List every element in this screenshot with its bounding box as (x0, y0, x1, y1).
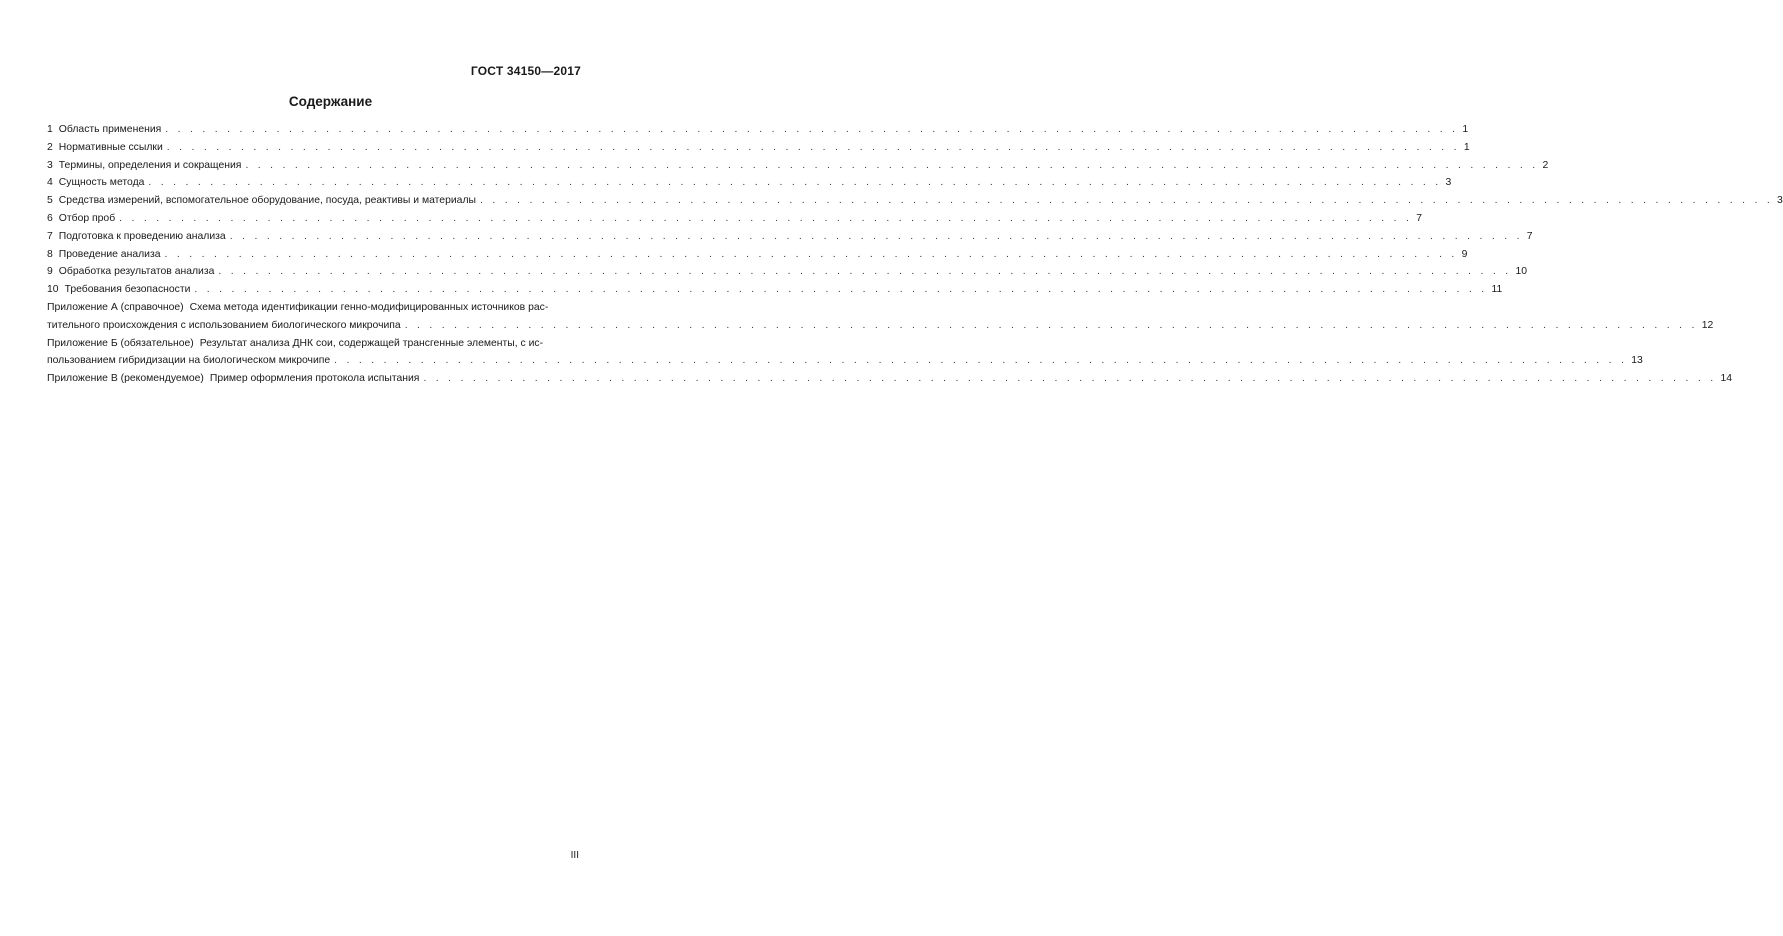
toc-entry-page: 1 (1462, 124, 1469, 135)
dot-leader: . . . . . . . . . . . . . . . . . . . . . . . . . . . . . . . . . . . . . . . . . . . . . . . . . . . . . . . . . . . . . . . . . . . . . . . . . . . . . . . . . . . . . . . . . . . . . . . . . . . . . . . . . (334, 355, 1628, 367)
toc-entry-page: 2 (1542, 159, 1549, 171)
toc-entry-page: 10 (1515, 266, 1528, 278)
appendix-title-line1: Схема метода идентификации генно-модифицированных источников рас- (189, 301, 549, 313)
toc-entry-number: 2 (47, 141, 53, 153)
toc-entry-title: Отбор проб (58, 212, 116, 224)
dot-leader: . . . . . . . . . . . . . . . . . . . . . . . . . . . . . . . . . . . . . . . . . . . . . . . . . . . . . . . . . . . . . . . . . . . . . . . . . . . . . . . . . . . . . . . . . . . . . . . . . . . . . . . . . (229, 230, 1523, 242)
dot-leader: . . . . . . . . . . . . . . . . . . . . . . . . . . . . . . . . . . . . . . . . . . . . . . . . . . . . . . . . . . . . . . . . . . . . . . . . . . . . . . . . . . . . . . . . . . . . . . . . . . . . . . . . . (165, 124, 1459, 135)
toc-entry[interactable] (47, 192, 1783, 210)
toc-appendix-entry[interactable] (47, 370, 1733, 388)
toc-entry-page: 7 (1526, 230, 1533, 242)
toc-appendix-entry[interactable] (47, 299, 1714, 335)
table-of-contents (47, 121, 1783, 388)
appendix-title-line1: Результат анализа ДНК сои, содержащей трансгенные элементы, с ис- (199, 337, 544, 349)
page-number: III (570, 850, 579, 861)
toc-entry-title: Подготовка к проведению анализа (58, 230, 226, 242)
toc-entry-title: Область применения (58, 124, 162, 135)
appendix-label: Приложение А (справочное) (47, 301, 184, 313)
dot-leader: . . . . . . . . . . . . . . . . . . . . . . . . . . . . . . . . . . . . . . . . . . . . . . . . . . . . . . . . . . . . . . . . . . . . . . . . . . . . . . . . . . . . . . . . . . . . . . . . . . . . . . . . . (119, 212, 1413, 224)
toc-entry-number: 7 (47, 230, 53, 242)
toc-entry[interactable] (47, 281, 1503, 299)
dot-leader: . . . . . . . . . . . . . . . . . . . . . . . . . . . . . . . . . . . . . . . . . . . . . . . . . . . . . . . . . . . . . . . . . . . . . . . . . . . . . . . . . . . . . . . . . . . . . . . . . . . . . . . . . (148, 177, 1442, 189)
appendix-label: Приложение Б (обязательное) (47, 337, 194, 349)
toc-entry-number: 3 (47, 159, 53, 171)
toc-entry-number: 6 (47, 212, 53, 224)
toc-entry[interactable] (47, 263, 1528, 281)
toc-entry[interactable] (47, 121, 1469, 139)
toc-entry-number: 9 (47, 266, 53, 278)
dot-leader: . . . . . . . . . . . . . . . . . . . . . . . . . . . . . . . . . . . . . . . . . . . . . . . . . . . . . . . . . . . . . . . . . . . . . . . . . . . . . . . . . . . . . . . . . . . . . . . . . . . . . . . . . (166, 141, 1460, 153)
toc-title: Содержание (288, 94, 373, 109)
toc-entry-title: Термины, определения и сокращения (58, 159, 242, 171)
appendix-title-line2: тительного происхождения с использованием биологического микрочипа (47, 319, 401, 331)
toc-entry-title: Средства измерений, вспомогательное оборудование, посуда, реактивы и материалы (58, 195, 476, 207)
dot-leader: . . . . . . . . . . . . . . . . . . . . . . . . . . . . . . . . . . . . . . . . . . . . . . . . . . . . . . . . . . . . . . . . . . . . . . . . . . . . . . . . . . . . . . . . . . . . . . . . . . . . . . . . . (423, 373, 1717, 385)
appendix-title-line1: Пример оформления протокола испытания (209, 373, 420, 385)
toc-entry-number: 8 (47, 248, 53, 260)
toc-entry-title: Требования безопасности (64, 284, 191, 296)
standard-number: ГОСТ 34150—2017 (470, 64, 581, 78)
toc-entry[interactable] (47, 174, 1452, 192)
toc-entry-page: 11 (1491, 284, 1503, 296)
toc-entry-number: 4 (47, 177, 53, 189)
dot-leader: . . . . . . . . . . . . . . . . . . . . . . . . . . . . . . . . . . . . . . . . . . . . . . . . . . . . . . . . . . . . . . . . . . . . . . . . . . . . . . . . . . . . . . . . . . . . . . . . . . . . . . . . . (479, 195, 1774, 207)
toc-entry[interactable] (47, 210, 1422, 228)
toc-entry-page: 7 (1416, 212, 1422, 224)
toc-entry-page: 1 (1463, 141, 1470, 153)
toc-entry[interactable] (47, 139, 1470, 157)
toc-appendix-entry[interactable] (47, 335, 1643, 371)
toc-entry-page: 3 (1445, 177, 1452, 189)
toc-entry-page: 13 (1631, 355, 1643, 367)
toc-entry[interactable] (47, 228, 1533, 246)
appendix-title-line2: пользованием гибридизации на биологическом микрочипе (47, 355, 331, 367)
dot-leader: . . . . . . . . . . . . . . . . . . . . . . . . . . . . . . . . . . . . . . . . . . . . . . . . . . . . . . . . . . . . . . . . . . . . . . . . . . . . . . . . . . . . . . . . . . . . . . . . . . . . . . . . . (164, 248, 1458, 260)
toc-entry[interactable] (47, 157, 1549, 175)
toc-entry-page: 9 (1461, 248, 1468, 260)
toc-entry-number: 10 (47, 284, 59, 296)
toc-entry-page: 12 (1701, 319, 1714, 331)
toc-entry-page: 14 (1720, 373, 1733, 385)
toc-entry-title: Обработка результатов анализа (58, 266, 215, 278)
toc-entry-title: Нормативные ссылки (58, 141, 163, 153)
toc-entry[interactable] (47, 246, 1468, 264)
dot-leader: . . . . . . . . . . . . . . . . . . . . . . . . . . . . . . . . . . . . . . . . . . . . . . . . . . . . . . . . . . . . . . . . . . . . . . . . . . . . . . . . . . . . . . . . . . . . . . . . . . . . . . . . . (218, 266, 1512, 278)
toc-entry-title: Сущность метода (58, 177, 145, 189)
dot-leader: . . . . . . . . . . . . . . . . . . . . . . . . . . . . . . . . . . . . . . . . . . . . . . . . . . . . . . . . . . . . . . . . . . . . . . . . . . . . . . . . . . . . . . . . . . . . . . . . . . . . . . . . . (404, 319, 1698, 331)
dot-leader: . . . . . . . . . . . . . . . . . . . . . . . . . . . . . . . . . . . . . . . . . . . . . . . . . . . . . . . . . . . . . . . . . . . . . . . . . . . . . . . . . . . . . . . . . . . . . . . . . . . . . . . . . (245, 159, 1539, 171)
appendix-label: Приложение В (рекомендуемое) (47, 373, 204, 385)
dot-leader: . . . . . . . . . . . . . . . . . . . . . . . . . . . . . . . . . . . . . . . . . . . . . . . . . . . . . . . . . . . . . . . . . . . . . . . . . . . . . . . . . . . . . . . . . . . . . . . . . . . . . . . . . (194, 284, 1488, 296)
toc-entry-number: 1 (47, 124, 53, 135)
toc-entry-number: 5 (47, 195, 53, 207)
toc-entry-title: Проведение анализа (58, 248, 161, 260)
toc-entry-page: 3 (1777, 195, 1783, 207)
